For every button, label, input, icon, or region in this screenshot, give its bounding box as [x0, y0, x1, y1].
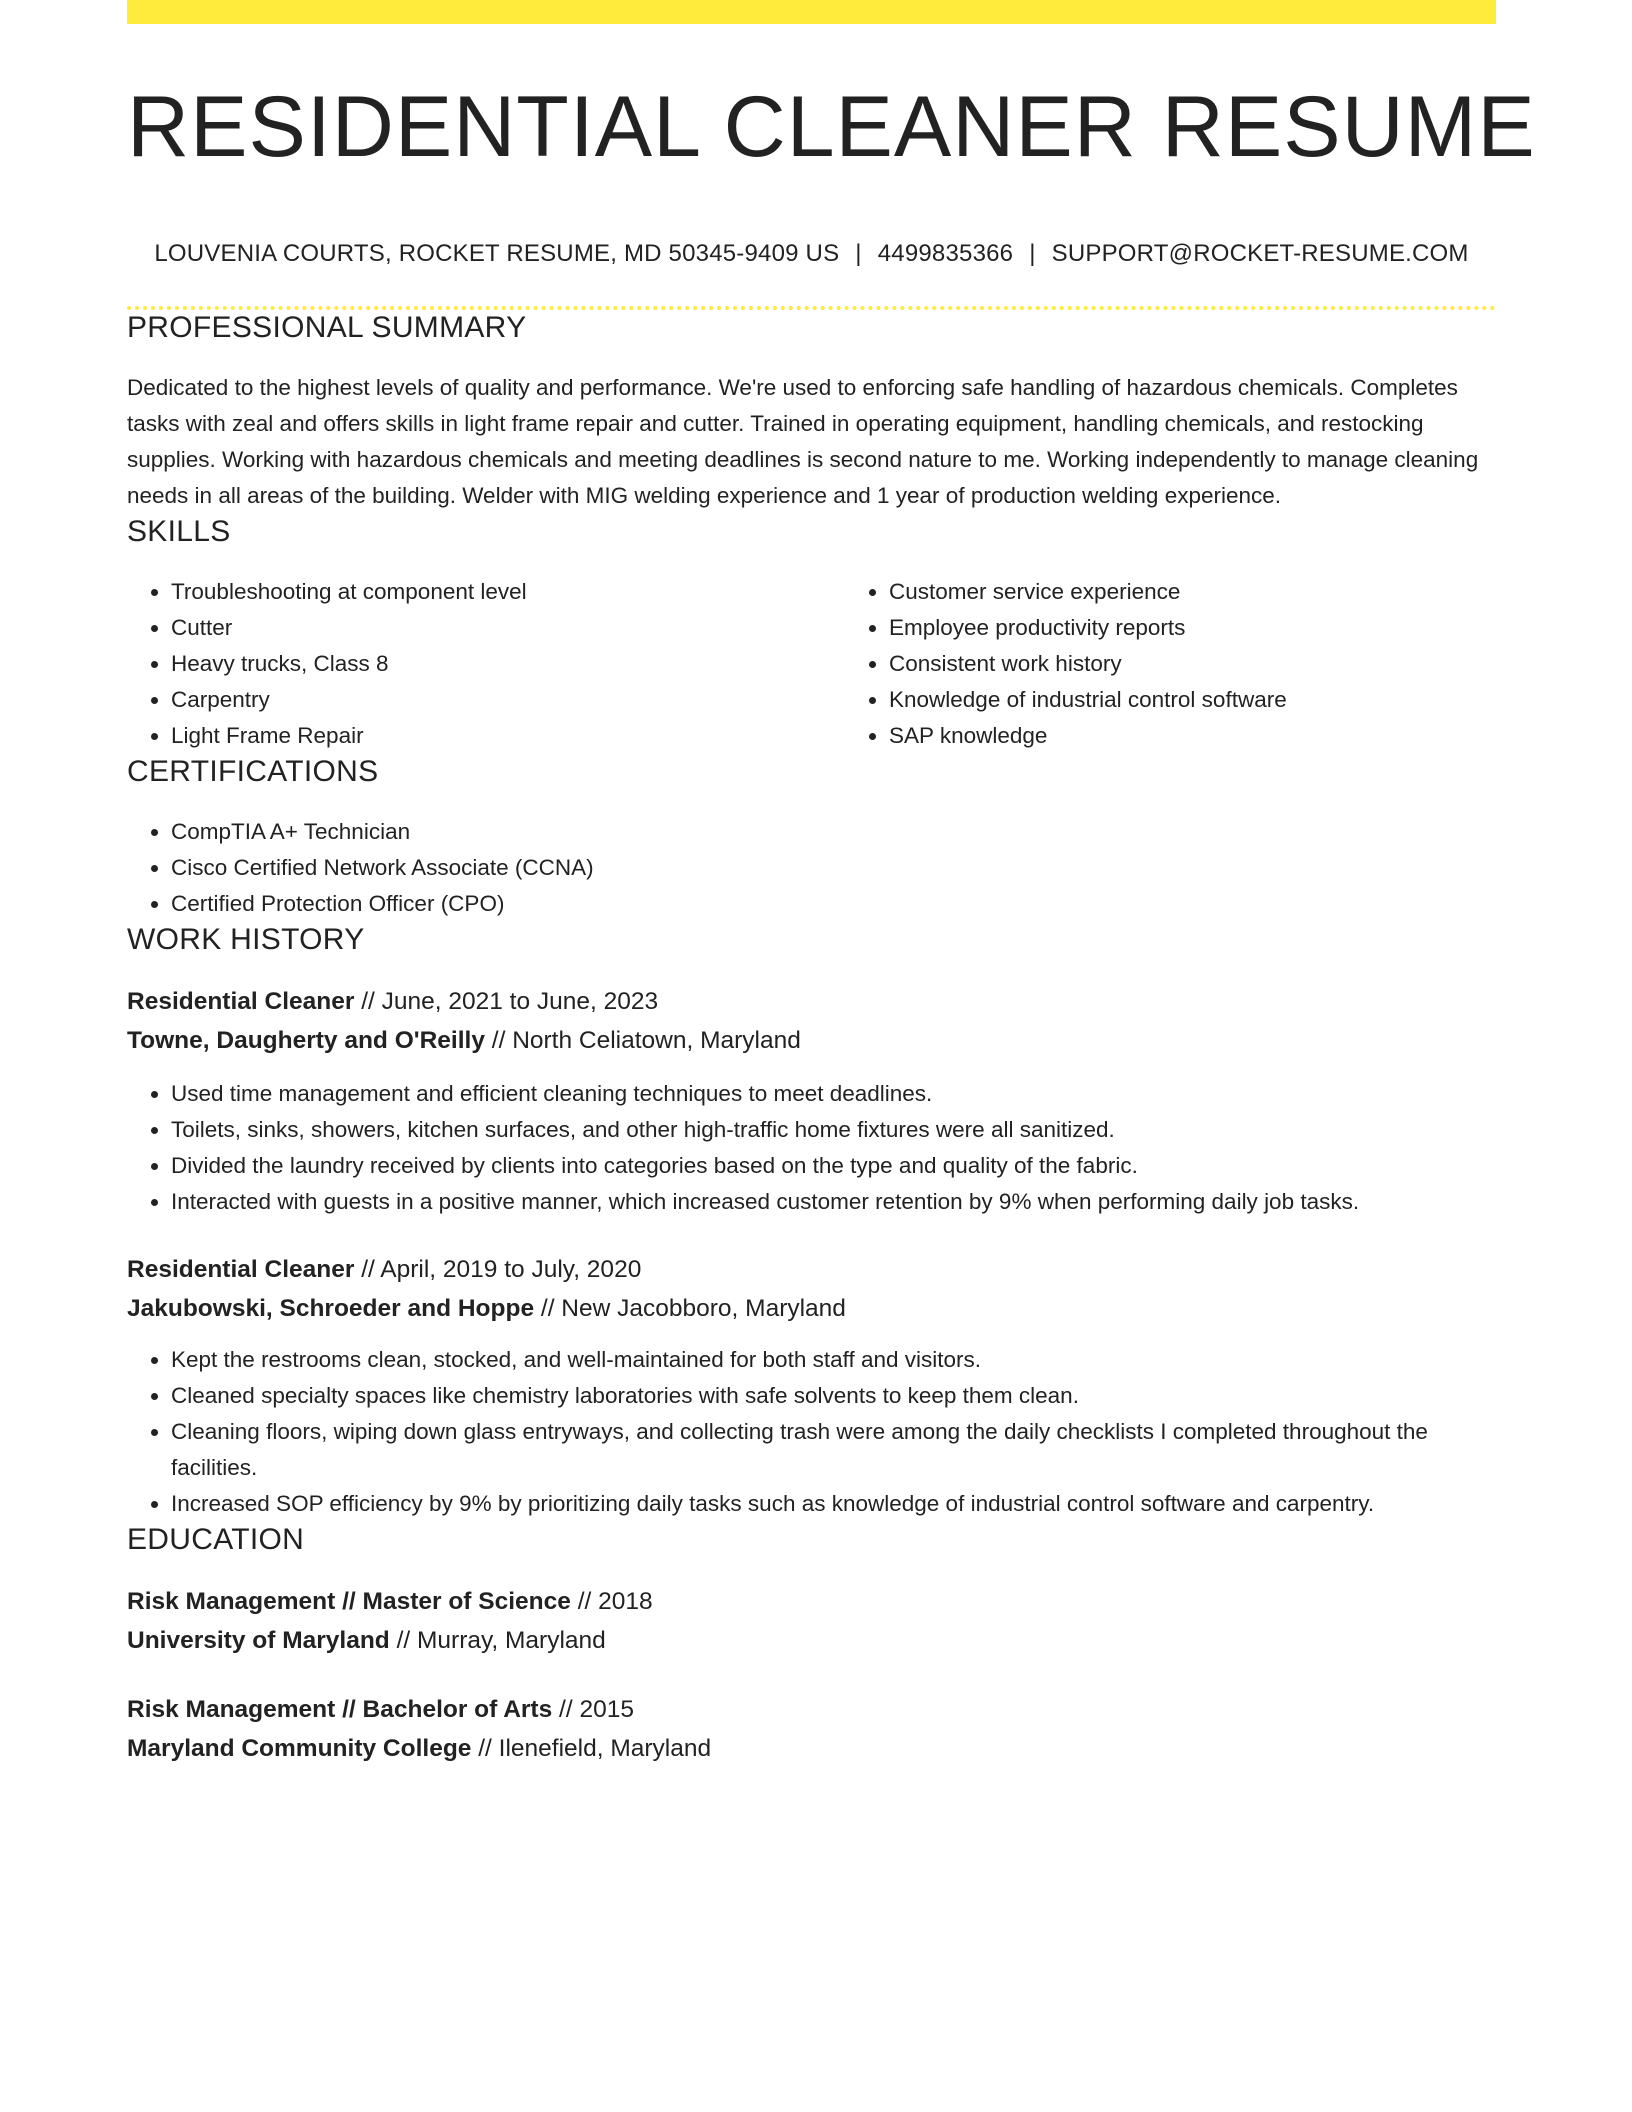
education-school: University of Maryland	[127, 1626, 390, 1654]
education-year: // 2018	[577, 1587, 653, 1615]
skills-list-right	[845, 574, 1496, 754]
education-degree: Risk Management // Bachelor of Arts	[127, 1695, 553, 1723]
education-heading: EDUCATION	[127, 1522, 305, 1556]
job-dates: // June, 2021 to June, 2023	[361, 987, 659, 1015]
education-year: // 2015	[559, 1695, 634, 1723]
contact-line	[127, 240, 1496, 269]
contact-email: SUPPORT@ROCKET-RESUME.COM	[1051, 240, 1469, 267]
job-company-line	[127, 1021, 1496, 1060]
certification-item: • Certified Protection Officer (CPO)	[171, 886, 1496, 922]
job-title-line	[127, 982, 1496, 1021]
job-bullets	[127, 1342, 1496, 1522]
resume-title: RESIDENTIAL CLEANER RESUME	[127, 79, 1536, 175]
contact-separator: |	[855, 240, 862, 267]
work-history-heading: WORK HISTORY	[127, 922, 365, 956]
certification-item: • CompTIA A+ Technician	[171, 814, 1496, 850]
education-degree: Risk Management // Master of Science	[127, 1587, 571, 1615]
skill-item: • Cutter	[171, 610, 845, 646]
education-degree-line	[127, 1582, 1496, 1621]
skill-item: • Customer service experience	[889, 574, 1496, 610]
job-bullet: • Increased SOP efficiency by 9% by prioritizing daily tasks such as knowledge of industrial control software and carpentry.	[171, 1486, 1496, 1522]
job-bullets	[127, 1076, 1496, 1220]
certifications-heading: CERTIFICATIONS	[127, 754, 379, 788]
job-location: // North Celiatown, Maryland	[491, 1026, 801, 1054]
skill-item: • Heavy trucks, Class 8	[171, 646, 845, 682]
job-bullet: • Interacted with guests in a positive manner, which increased customer retention by 9% when performing daily job tasks.	[171, 1184, 1496, 1220]
job-company-line	[127, 1289, 1496, 1328]
summary-text: Dedicated to the highest levels of quality and performance. We're used to enforcing safe handling of hazardous chemicals. Completes tasks with zeal and offers skills in light frame repair and cutter. Trained in operating equipment, handling chemicals, and restocking supplies. Working with hazardous chemicals and meeting deadlines is second nature to me. Working independently to manage cleaning needs in all areas of the building. Welder with MIG welding experience and 1 year of production welding experience.	[127, 374, 1479, 508]
job-title-line	[127, 1250, 1496, 1289]
education-school-line	[127, 1729, 1496, 1768]
job-bullet: • Kept the restrooms clean, stocked, and well-maintained for both staff and visitors.	[171, 1342, 1496, 1378]
job-location: // New Jacobboro, Maryland	[540, 1294, 846, 1322]
education-degree-line	[127, 1690, 1496, 1729]
job-title: Residential Cleaner	[127, 987, 355, 1015]
skill-item: • Employee productivity reports	[889, 610, 1496, 646]
job-company: Jakubowski, Schroeder and Hoppe	[127, 1294, 535, 1322]
skill-item: • Knowledge of industrial control software	[889, 682, 1496, 718]
job-title: Residential Cleaner	[127, 1255, 355, 1283]
education-location: // Ilenefield, Maryland	[478, 1734, 712, 1762]
job-bullet: • Used time management and efficient cleaning techniques to meet deadlines.	[171, 1076, 1496, 1112]
job-bullet: • Toilets, sinks, showers, kitchen surfaces, and other high-traffic home fixtures were all sanitized.	[171, 1112, 1496, 1148]
job-bullet: • Cleaning floors, wiping down glass entryways, and collecting trash were among the daily checklists I completed throughout the facilities.	[171, 1414, 1496, 1486]
certification-item: • Cisco Certified Network Associate (CCNA)	[171, 850, 1496, 886]
skill-item: • Consistent work history	[889, 646, 1496, 682]
skills-list-left	[127, 574, 845, 754]
summary-heading: PROFESSIONAL SUMMARY	[127, 310, 527, 344]
certifications-list	[127, 814, 1496, 922]
skills-heading: SKILLS	[127, 514, 231, 548]
contact-phone: 4499835366	[877, 240, 1014, 267]
education-school-line	[127, 1621, 1496, 1660]
job-bullet: • Cleaned specialty spaces like chemistry laboratories with safe solvents to keep them clean.	[171, 1378, 1496, 1414]
contact-separator: |	[1029, 240, 1036, 267]
job-company: Towne, Daugherty and O'Reilly	[127, 1026, 485, 1054]
job-dates: // April, 2019 to July, 2020	[361, 1255, 642, 1283]
skill-item: • Carpentry	[171, 682, 845, 718]
resume-content	[127, 0, 1536, 1768]
top-accent-bar	[127, 0, 1496, 24]
education-school: Maryland Community College	[127, 1734, 472, 1762]
skills-columns	[127, 574, 1496, 754]
education-location: // Murray, Maryland	[396, 1626, 606, 1654]
skill-item: • Troubleshooting at component level	[171, 574, 845, 610]
contact-address: LOUVENIA COURTS, ROCKET RESUME, MD 50345-9409 US	[154, 240, 840, 267]
skill-item: • SAP knowledge	[889, 718, 1496, 754]
skill-item: • Light Frame Repair	[171, 718, 845, 754]
job-bullet: • Divided the laundry received by clients into categories based on the type and quality of the fabric.	[171, 1148, 1496, 1184]
